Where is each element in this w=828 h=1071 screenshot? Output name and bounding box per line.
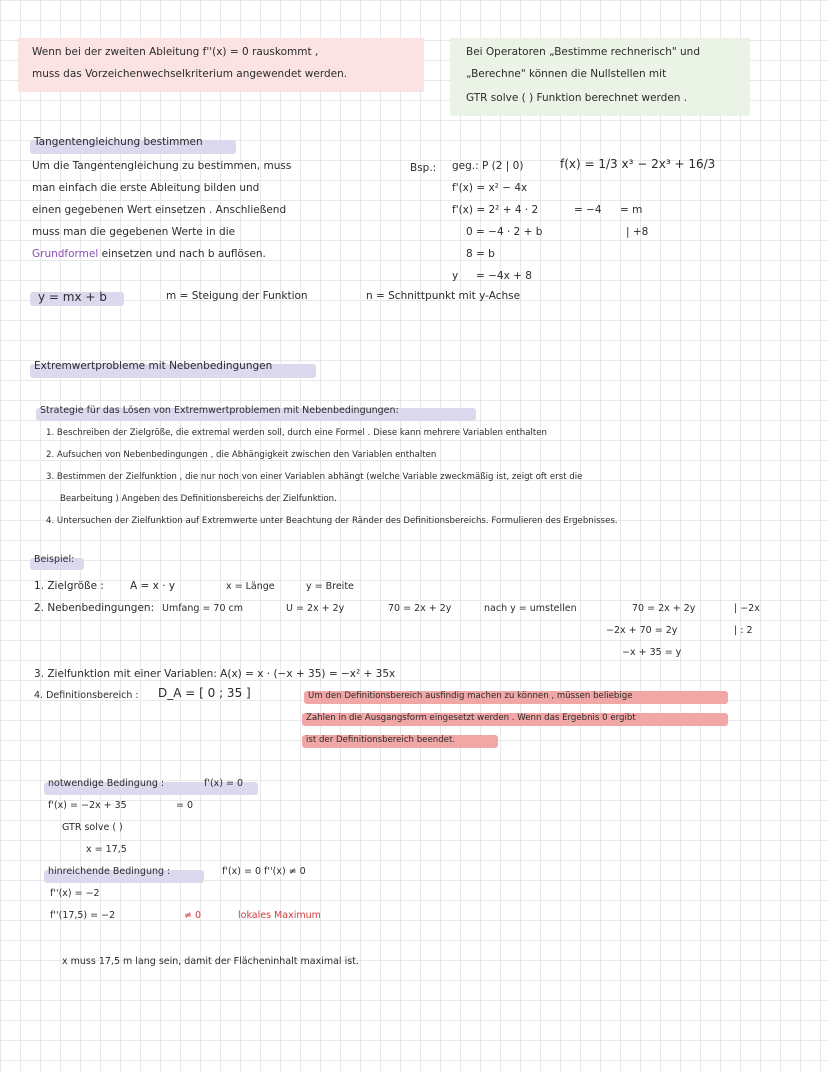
bsp-l2-f: 70 = 2x + 2y — [632, 603, 696, 614]
note-line-2: Zahlen in die Ausgangsform eingesetzt werden . Wenn das Ergebnis 0 ergibt — [306, 713, 636, 723]
conclusion: x muss 17,5 m lang sein, damit der Flächeninhalt maximal ist. — [62, 956, 359, 967]
note-line-1: Um den Definitionsbereich ausfindig machen zu können , müssen beliebige — [308, 691, 633, 701]
tangent-m-def: m = Steigung der Funktion — [166, 290, 308, 302]
suf-title: hinreichende Bedingung : — [48, 866, 171, 877]
tangent-p2: man einfach die erste Ableitung bilden und — [32, 182, 260, 194]
bsp-l2-d: 70 = 2x + 2y — [388, 603, 452, 614]
strategy-title: Strategie für das Lösen von Extremwertproblemen mit Nebenbedingungen: — [40, 405, 399, 416]
bsp-l1-b: A = x · y — [130, 580, 176, 592]
strategy-step-1: 1. Beschreiben der Zielgröße, die extremal werden soll, durch eine Formel . Diese kann mehrere Variablen enthalten — [46, 428, 548, 438]
bsp-l2-a: 2. Nebenbedingungen: — [34, 602, 155, 614]
bsp-l3: 3. Zielfunktion mit einer Variablen: A(x) = x · (−x + 35) = −x² + 35x — [34, 668, 396, 680]
suf-step-1: f''(x) = −2 — [50, 888, 100, 899]
bsp-l2-i: | : 2 — [734, 625, 753, 636]
bsp-l1-c: x = Länge — [226, 581, 275, 592]
bsp-l2-j: −x + 35 = y — [622, 647, 682, 658]
nec-step-1: f'(x) = −2x + 35 — [48, 800, 127, 811]
tangent-p5 — [32, 248, 266, 262]
example-eq-m2: = m — [620, 204, 643, 216]
suf-cond: f'(x) = 0 f''(x) ≠ 0 — [222, 866, 306, 877]
info-green-line3: GTR solve ( ) Funktion berechnet werden . — [466, 92, 688, 104]
bsp-l2-e: nach y = umstellen — [484, 603, 577, 614]
info-green-line1: Bei Operatoren „Bestimme rechnerisch" und — [466, 46, 700, 58]
grundformel-term: Grundformel — [32, 248, 99, 260]
tangent-n-def: n = Schnittpunkt mit y-Achse — [366, 290, 521, 302]
example-deriv-at2: f'(x) = 2² + 4 · 2 — [452, 204, 539, 216]
info-red-line2: muss das Vorzeichenwechselkriterium angewendet werden. — [32, 68, 348, 80]
bsp-l2-h: −2x + 70 = 2y — [606, 625, 678, 636]
nec-step-3: x = 17,5 — [86, 844, 127, 855]
tangent-title: Tangentengleichung bestimmen — [34, 136, 203, 148]
strategy-step-3a: 3. Bestimmen der Zielfunktion , die nur noch von einer Variablen abhängt (welche Variable zweckmäßig ist, zeigt oft erst die — [46, 472, 583, 482]
bsp-l2-g: | −2x — [734, 603, 760, 614]
tangent-p5-rest: einsetzen und nach b auflösen. — [98, 248, 266, 260]
example-given: geg.: P (2 | 0) — [452, 160, 524, 172]
suf-local-max: lokales Maximum — [238, 910, 321, 921]
suf-step-2: f''(17,5) = −2 — [50, 910, 116, 921]
tangent-p3: einen gegebenen Wert einsetzen . Anschließend — [32, 204, 287, 216]
suf-not-zero: ≠ 0 — [184, 910, 202, 921]
bsp-l1-a: 1. Zielgröße : — [34, 580, 104, 592]
info-green-line2: „Berechne" können die Nullstellen mit — [466, 68, 667, 80]
info-red-line1: Wenn bei der zweiten Ableitung f''(x) = 0 rauskommt , — [32, 46, 319, 58]
example-final: = −4x + 8 — [476, 270, 532, 282]
example-deriv: f'(x) = x² − 4x — [452, 182, 528, 194]
bsp-l4-b: D_A = [ 0 ; 35 ] — [158, 686, 251, 700]
nec-cond: f'(x) = 0 — [204, 778, 244, 789]
bsp-l2-b: Umfang = 70 cm — [162, 603, 244, 614]
strategy-step-4: 4. Untersuchen der Zielfunktion auf Extremwerte unter Beachtung der Ränder des Definitionsbereichs. Formulieren des Ergebnisses. — [46, 516, 618, 526]
bsp-l4-a: 4. Definitionsbereich : — [34, 690, 139, 701]
strategy-step-2: 2. Aufsuchen von Nebenbedingungen , die Abhängigkeit zwischen den Variablen enthalten — [46, 450, 437, 460]
example-b-val: 8 = b — [466, 248, 495, 260]
extrem-title: Extremwertprobleme mit Nebenbedingungen — [34, 360, 273, 372]
tangent-p1: Um die Tangentengleichung zu bestimmen, muss — [32, 160, 292, 172]
example-step-b: 0 = −4 · 2 + b — [466, 226, 543, 238]
example-bsp-label: Bsp.: — [410, 162, 437, 174]
nec-title: notwendige Bedingung : — [48, 778, 165, 789]
example-y-label: y — [452, 270, 459, 282]
nec-step-1b: = 0 — [176, 800, 194, 811]
example-eq-m: = −4 — [574, 204, 602, 216]
tangent-p4: muss man die gegebenen Werte in die — [32, 226, 236, 238]
nec-step-2: GTR solve ( ) — [62, 822, 123, 833]
tangent-formula: y = mx + b — [38, 290, 107, 304]
example-plus8: | +8 — [626, 226, 649, 238]
bsp-l2-c: U = 2x + 2y — [286, 603, 345, 614]
beispiel-label: Beispiel: — [34, 554, 75, 565]
example-function: f(x) = 1/3 x³ − 2x³ + 16/3 — [560, 157, 716, 171]
bsp-l1-d: y = Breite — [306, 581, 354, 592]
strategy-step-3b: Bearbeitung ) Angeben des Definitionsbereichs der Zielfunktion. — [60, 494, 337, 504]
note-line-3: ist der Definitionsbereich beendet. — [306, 735, 456, 745]
